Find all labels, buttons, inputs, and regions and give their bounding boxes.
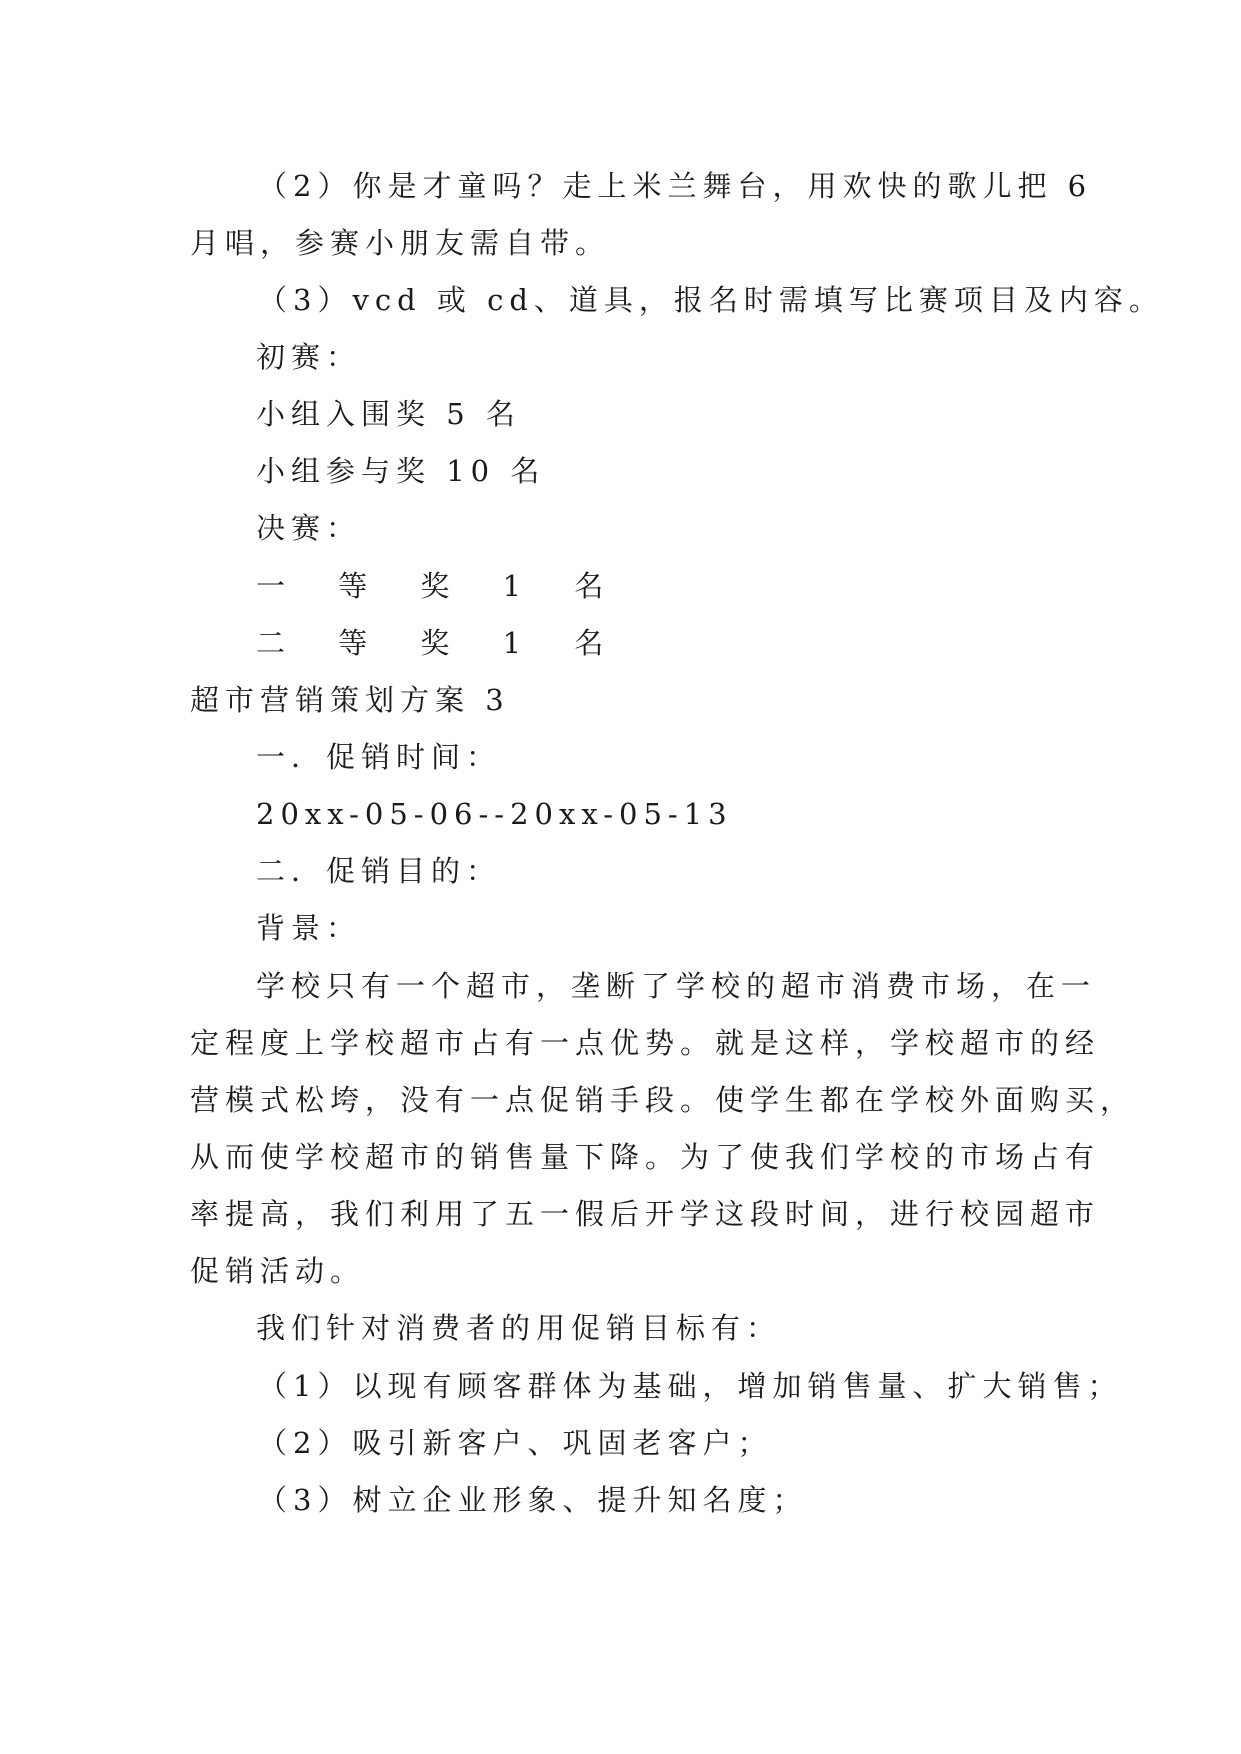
paragraph-line: 率提高，我们利用了五一假后开学这段时间，进行校园超市 (190, 1197, 1101, 1231)
paragraph-line: 学校只有一个超市，垄断了学校的超市消费市场，在一 (256, 969, 1097, 1003)
section-label: 背景： (256, 911, 362, 945)
paragraph-line: （3）vcd 或 cd、道具，报名时需填写比赛项目及内容。 (258, 283, 1164, 317)
list-item: （2）吸引新客户、巩固老客户； (258, 1426, 773, 1460)
paragraph-line: 月唱，参赛小朋友需自带。 (190, 226, 611, 260)
section-heading: 超市营销策划方案 3 (190, 683, 510, 717)
paragraph-line: 定程度上学校超市占有一点优势。就是这样，学校超市的经 (190, 1026, 1101, 1060)
award-line: 小组参与奖 10 名 (256, 454, 546, 488)
section-label: 初赛： (256, 340, 362, 374)
award-line: 小组入围奖 5 名 (256, 397, 521, 431)
paragraph-line: 促销活动。 (190, 1254, 366, 1288)
section-label: 二．促销目的： (256, 854, 502, 888)
list-item: （3）树立企业形象、提升知名度； (258, 1483, 808, 1517)
award-line: 二 等 奖 1 名 (256, 626, 626, 660)
paragraph-line: （2）你是才童吗？走上米兰舞台，用欢快的歌儿把 6 (258, 169, 1093, 203)
paragraph-line: 从而使学校超市的销售量下降。为了使我们学校的市场占有 (190, 1140, 1101, 1174)
list-item: （1）以现有顾客群体为基础，增加销售量、扩大销售； (258, 1369, 1123, 1403)
section-label: 决赛： (256, 511, 362, 545)
section-label: 一．促销时间： (256, 740, 502, 774)
date-range: 20xx-05-06--20xx-05-13 (256, 797, 733, 831)
paragraph-line: 营模式松垮，没有一点促销手段。使学生都在学校外面购买， (190, 1083, 1136, 1117)
award-line: 一 等 奖 1 名 (256, 569, 626, 603)
paragraph-line: 我们针对消费者的用促销目标有： (256, 1311, 782, 1345)
